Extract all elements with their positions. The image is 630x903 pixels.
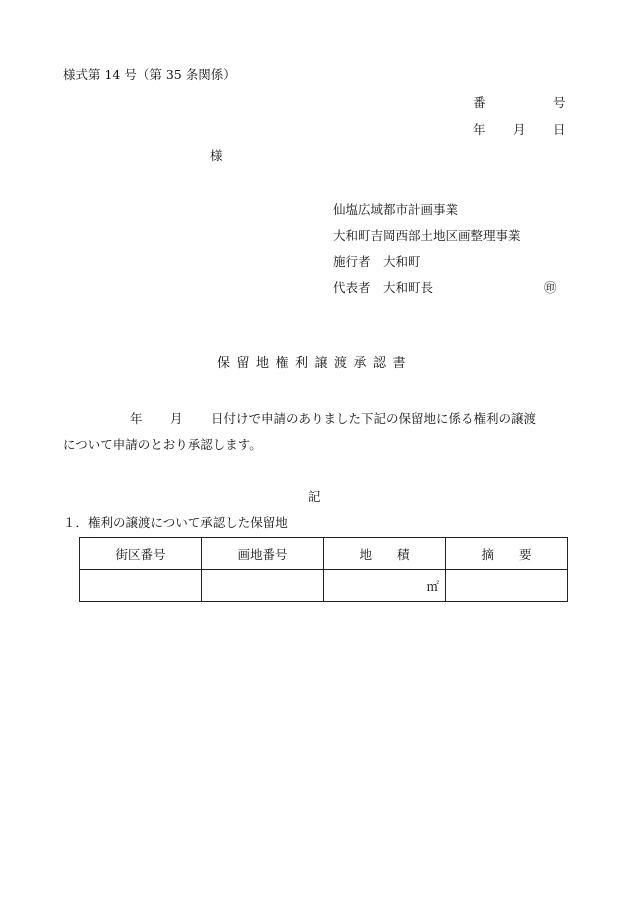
header-remarks: 摘 要 [446, 538, 568, 570]
body-text-line1: 日付けで申請のありました下記の保留地に係る権利の譲渡 [211, 411, 537, 426]
reserved-land-table [79, 537, 568, 602]
cell-lot-number [202, 570, 324, 602]
body-text-line2: について申請のとおり承認します。 [63, 437, 262, 452]
header-block-number: 街区番号 [80, 538, 202, 570]
issuer-project-name: 大和町吉岡西部土地区画整理事業 [333, 228, 521, 243]
date-month-label: 月 [513, 122, 526, 137]
document-number-suffix: 号 [553, 95, 566, 110]
document-number-label: 番 [473, 95, 486, 110]
issuer-representative: 代表者 大和町長 [333, 280, 434, 295]
cell-area: ㎡ [324, 570, 446, 602]
cell-block-number [80, 570, 202, 602]
seal-mark: ㊞ [544, 280, 557, 295]
issuer-project: 仙塩広域都市計画事業 [333, 202, 459, 217]
ki-heading: 記 [308, 489, 321, 504]
body-month-label: 月 [170, 411, 183, 426]
cell-remarks [446, 570, 568, 602]
table-header-row [80, 538, 568, 570]
section1-heading: １．権利の譲渡について承認した保留地 [63, 515, 288, 530]
date-day-label: 日 [553, 122, 566, 137]
header-area: 地 積 [324, 538, 446, 570]
form-number: 様式第 14 号（第 35 条関係） [63, 67, 236, 82]
issuer-executor: 施行者 大和町 [333, 254, 421, 269]
date-year-label: 年 [473, 122, 486, 137]
body-year-label: 年 [130, 411, 143, 426]
document-title: 保留地権利譲渡承認書 [217, 356, 413, 371]
addressee-suffix: 様 [210, 148, 223, 163]
table-row [80, 570, 568, 602]
header-lot-number: 画地番号 [202, 538, 324, 570]
